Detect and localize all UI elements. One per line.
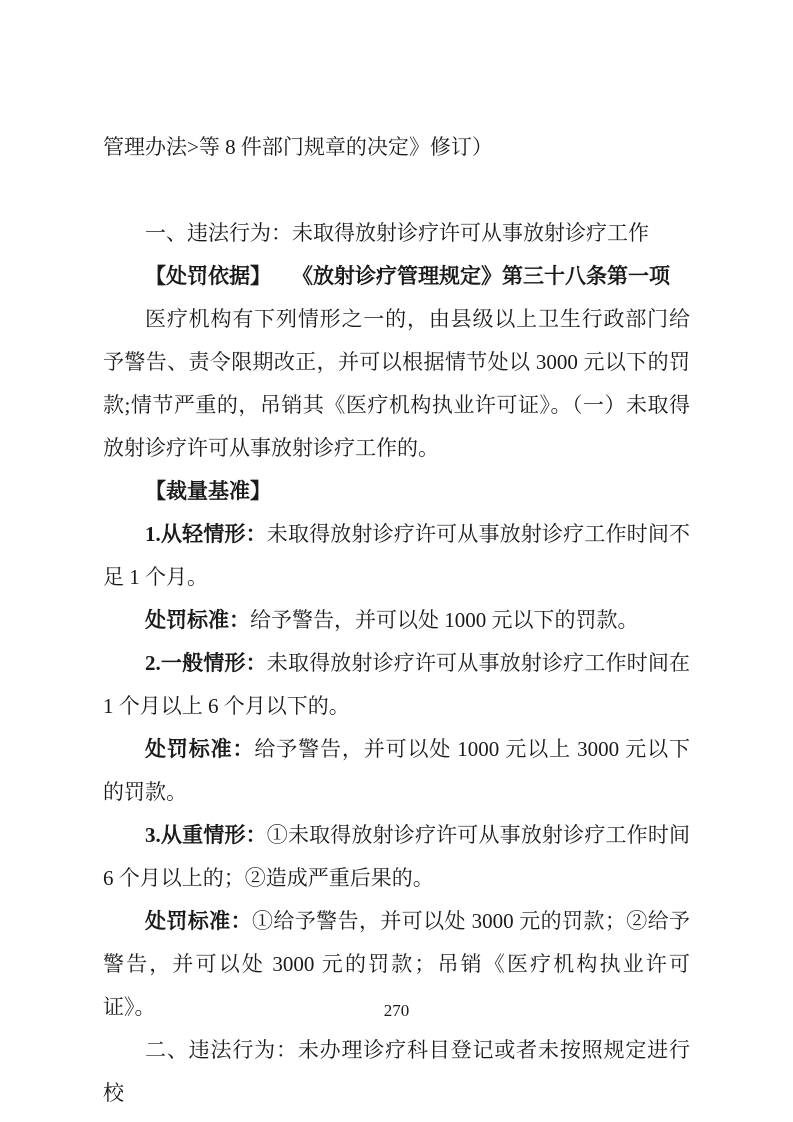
paragraph-label: 【处罚依据】 xyxy=(145,264,271,288)
paragraph-heading-kai xyxy=(103,1029,690,1115)
paragraph-text: 一、违法行为：未取得放射诊疗许可从事放射诊疗工作 xyxy=(145,221,649,245)
paragraph-label: 3.从重情形： xyxy=(145,823,267,847)
paragraph-text: 二、违法行为：未办理诊疗科目登记或者未按照规定进行校 xyxy=(103,1038,690,1105)
document-content xyxy=(103,126,690,1115)
paragraph-spacer xyxy=(103,169,690,212)
paragraph-label: 1.从轻情形： xyxy=(145,522,267,546)
paragraph-text: 未取得放射诊疗许可从事放射诊疗工作时间不足 1 个月。 xyxy=(103,522,691,589)
paragraph-item xyxy=(103,642,690,728)
paragraph-text: 管理办法>等 8 件部门规章的决定》修订） xyxy=(103,135,493,159)
paragraph-basis xyxy=(103,255,690,298)
paragraph-label: 处罚标准： xyxy=(145,737,255,761)
paragraph-text: 给予警告，并可以处 1000 元以上 3000 元以下的罚款。 xyxy=(103,737,691,804)
paragraph-item xyxy=(103,814,690,900)
paragraph-heading-bold xyxy=(103,470,690,513)
paragraph-body xyxy=(103,298,690,470)
paragraph-text: 【裁量基准】 xyxy=(145,479,271,503)
paragraph-continuation xyxy=(103,126,690,169)
paragraph-heading-kai xyxy=(103,212,690,255)
paragraph-text: 未取得放射诊疗许可从事放射诊疗工作时间在 1 个月以上 6 个月以下的。 xyxy=(103,651,691,718)
paragraph-item xyxy=(103,599,690,642)
paragraph-text: ①未取得放射诊疗许可从事放射诊疗工作时间 6 个月以上的；②造成严重后果的。 xyxy=(103,823,691,890)
paragraph-text: ①给予警告，并可以处 3000 元的罚款；②给予警告，并可以处 3000 元的罚款；吊销《医疗机构执业许可证》。 xyxy=(103,909,691,1019)
paragraph-text: 医疗机构有下列情形之一的，由县级以上卫生行政部门给予警告、责令限期改正，并可以根据情节处以 3000 元以下的罚款;情节严重的，吊销其《医疗机构执业许可证》。（一）未取得放射诊疗许可从事放射诊疗工作的。 xyxy=(103,307,690,460)
paragraph-item xyxy=(103,728,690,814)
paragraph-text: 《放射诊疗管理规定》第三十八条第一项 xyxy=(302,264,670,288)
paragraph-item xyxy=(103,513,690,599)
paragraph-text: 给予警告，并可以处 1000 元以下的罚款。 xyxy=(250,608,639,632)
paragraph-label: 2.一般情形： xyxy=(145,651,267,675)
page-number: 270 xyxy=(383,1001,410,1020)
paragraph-label: 处罚标准： xyxy=(145,909,252,933)
paragraph-label: 处罚标准： xyxy=(145,608,250,632)
